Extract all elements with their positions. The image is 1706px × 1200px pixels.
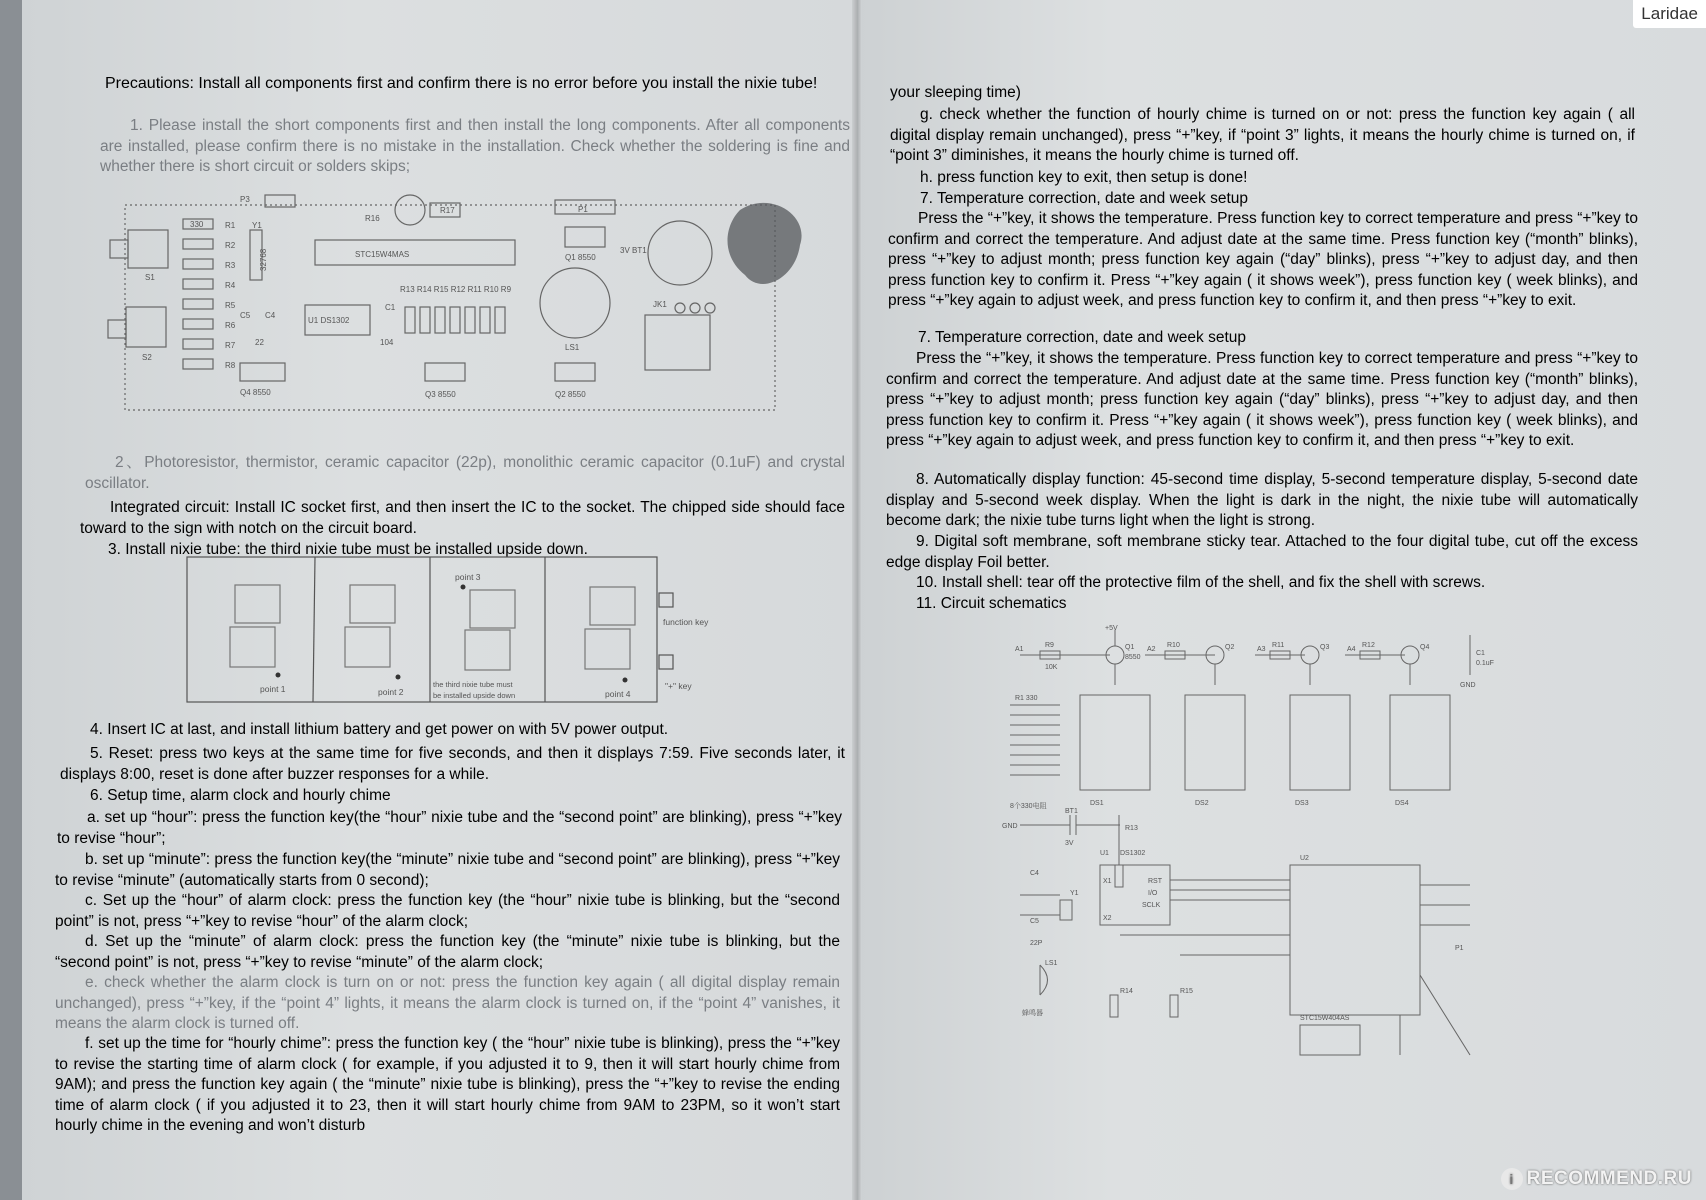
label-22p: 22P <box>1030 940 1043 947</box>
step-7-body: Press the “+”key, it shows the temperature. Press function key to correct temperature and press “+”key to confirm and correct the temperature. And adjust date at the same time. Press function key (“month” blinks), press “+”key to adjust month; press function key again (“day” blinks), press “+”key to adjust day, and then press function key to confirm it. Press “+”key again ( it shows week”), press function key ( week blinks), and press “+”key again to adjust week, and press function key to confirm it, and then press “+”key to exit. <box>888 210 1638 309</box>
step-1-text: 1. Please install the short components first and then install the long components. After all components are installed, please confirm there is no mistake in the installation. Check whether the soldering is fine and whether there is short circuit or solders skips; <box>100 117 850 175</box>
label-function-key: function key <box>663 617 709 627</box>
label-resistor-network: 8个330电阻 <box>1010 803 1047 810</box>
step-6d-text: d. Set up the “minute” of alarm clock: press the function key (the “minute” nixie tube is blinking, but the “second point” is not, press “+”key to revise “minute” of the alarm clock; <box>55 933 840 971</box>
label-q1: Q1 8550 <box>565 253 596 262</box>
label-buzzer: 蜂鸣器 <box>1022 1010 1043 1017</box>
step-5-text: 5. Reset: press two keys at the same time for five seconds, and then it displays 7:59. Five seconds later, it displays 8:00, reset is done after buzzer responses for a while. <box>60 745 845 783</box>
label-x2: X2 <box>1103 915 1112 922</box>
label-u2: U2 <box>1300 855 1309 862</box>
label-q1: Q1 <box>1125 644 1135 651</box>
label-gnd-bt: GND <box>1002 823 1018 830</box>
label-y1: Y1 <box>252 221 262 230</box>
label-r9: R9 <box>1045 642 1054 649</box>
label-r11: R11 <box>1272 642 1285 649</box>
label-10k: 10K <box>1045 664 1058 671</box>
step-4-text: 4. Insert IC at last, and install lithium battery and get power on with 5V power output. <box>90 721 669 738</box>
tube-2-digit <box>345 585 395 667</box>
tube-3-digit <box>465 590 515 670</box>
label-c5: C5 <box>240 311 251 320</box>
label-22: 22 <box>255 338 264 347</box>
label-point-1: point 1 <box>260 684 286 694</box>
label-third-note-1: the third nixie tube must <box>433 680 513 689</box>
step-2b-text: Integrated circuit: Install IC socket first, and then insert the IC to the socket. The chipped side should face toward to the sign with notch on the circuit board. <box>80 499 845 537</box>
label-r3: R3 <box>225 261 236 270</box>
step-7b-body: Press the “+”key, it shows the temperature. Press function key to correct temperature and press “+”key to confirm and correct the temperature. And adjust date at the same time. Press function key (“month” blinks), press “+”key to adjust month; press function key again (“day” blinks), press “+”key to adjust day, and then press function key to confirm it. Press “+”key again ( it shows week”), press function key ( week blinks), and press “+”key again to adjust week, and press function key to confirm it, and then press “+”key to exit. <box>886 350 1638 449</box>
label-ds3: DS3 <box>1295 800 1309 807</box>
label-r14: R14 <box>1120 988 1133 995</box>
label-mcu: STC15W4MAS <box>355 250 410 259</box>
step-6b-text: b. set up “minute”: press the function key(the “minute” nixie tube and “second point” are blinking), press “+”key to revise “minute” (automatically starts from 0 second); <box>55 851 840 889</box>
label-y1: Y1 <box>1070 890 1079 897</box>
label-r10: R10 <box>1167 642 1180 649</box>
label-jk1: JK1 <box>653 300 667 309</box>
label-r5: R5 <box>225 301 236 310</box>
label-a1: A1 <box>1015 646 1024 653</box>
label-sclk: SCLK <box>1142 902 1161 909</box>
label-r8: R8 <box>225 361 236 370</box>
precautions-text: Precautions: Install all components first and confirm there is no error before you install the nixie tube! <box>105 75 818 92</box>
label-c1: C1 <box>1476 650 1485 657</box>
label-io: I/O <box>1148 890 1158 897</box>
label-a3: A3 <box>1257 646 1266 653</box>
step-6a-text: a. set up “hour”: press the function key(the “hour” nixie tube and the “second point” are blinking), press “+”key to revise “hour”; <box>57 809 842 847</box>
plus-key-icon <box>659 655 673 669</box>
step-11-text: 11. Circuit schematics <box>916 595 1067 612</box>
label-c5: C5 <box>1030 918 1039 925</box>
site-watermark <box>1501 1168 1692 1190</box>
label-c4: C4 <box>1030 870 1039 877</box>
label-point-3: point 3 <box>455 572 481 582</box>
label-u1: U1 <box>1100 850 1109 857</box>
step-8-text: 8. Automatically display function: 45-second time display, 5-second temperature display, 5-second date display and 5-second week display. When the light is dark in the night, the nixie tube will automatically become dark; the nixie tube turns light when the light is strong. <box>886 471 1638 529</box>
label-r2: R2 <box>225 241 236 250</box>
label-q4: Q4 <box>1420 644 1430 651</box>
buzzer-icon <box>1040 965 1048 995</box>
pcb-layout-diagram <box>100 185 840 425</box>
label-resistor-row: R13 R14 R15 R12 R11 R10 R9 <box>400 285 512 294</box>
label-r15: R15 <box>1180 988 1193 995</box>
label-3v: 3V <box>1065 840 1074 847</box>
label-ds1: DS1 <box>1090 800 1104 807</box>
label-s2: S2 <box>142 353 152 362</box>
label-third-note-2: be installed upside down <box>433 691 516 700</box>
label-q3: Q3 <box>1320 644 1330 651</box>
label-r1: R1 <box>225 221 236 230</box>
label-a2: A2 <box>1147 646 1156 653</box>
label-330: 330 <box>190 220 204 229</box>
label-r12: R12 <box>1362 642 1375 649</box>
step-7-title: 7. Temperature correction, date and week setup <box>920 190 1248 207</box>
label-ls1: LS1 <box>1045 960 1058 967</box>
label-gnd-top: GND <box>1460 682 1476 689</box>
label-p1: P1 <box>578 205 588 214</box>
label-r6: R6 <box>225 321 236 330</box>
label-q3: Q3 8550 <box>425 390 456 399</box>
label-bt1: BT1 <box>1065 808 1078 815</box>
switch-s2-body <box>108 320 126 338</box>
mcu-u2 <box>1290 865 1420 1015</box>
tube-4-digit <box>585 587 635 669</box>
label-r7: R7 <box>225 341 236 350</box>
step-6g-text: g. check whether the function of hourly chime is turned on or not: press the function key again ( all digital display remain unchanged), press “+”key, if “point 3” lights, it means the hourly chime is turned on, if “point 3” diminishes, it means the hourly chime is turned off. <box>890 106 1635 164</box>
label-p1: P1 <box>1455 945 1464 952</box>
label-bt1: 3V BT1 <box>620 246 647 255</box>
circuit-schematic <box>1000 625 1500 1065</box>
recommend-logo-icon: i <box>1501 1168 1523 1190</box>
label-0-1uf: 0.1uF <box>1476 660 1494 667</box>
battery-clip-icon <box>728 203 802 284</box>
label-s1: S1 <box>145 273 155 282</box>
label-c4: C4 <box>265 311 276 320</box>
step-6e-text: e. check whether the alarm clock is turn on or not: press the function key again ( all digital display remain unchanged), press “+”key, if the “point 4” lights, it means the alarm clock is turned on, if the “point 4” vanishes, it means the alarm clock is turned off. <box>55 974 840 1032</box>
site-watermark-text: RECOMMEND.RU <box>1526 1168 1692 1189</box>
label-c1: C1 <box>385 303 396 312</box>
step-10-text: 10. Install shell: tear off the protective film of the shell, and fix the shell with screws. <box>916 574 1486 591</box>
label-mcu: STC15W404AS <box>1300 1015 1350 1022</box>
label-rst: RST <box>1148 878 1162 885</box>
step-7b-title: 7. Temperature correction, date and week setup <box>918 329 1246 346</box>
function-key-icon <box>659 593 673 607</box>
display-ds1 <box>1080 695 1150 790</box>
label-ds1302: DS1302 <box>1120 850 1146 857</box>
label-q2: Q2 8550 <box>555 390 586 399</box>
display-ds2 <box>1185 695 1245 790</box>
label-a4: A4 <box>1347 646 1356 653</box>
label-r13: R13 <box>1125 825 1138 832</box>
tube-1-digit <box>230 585 280 667</box>
step-9-text: 9. Digital soft membrane, soft membrane sticky tear. Attached to the four digital tube, cut off the excess edge display Foil better. <box>886 533 1638 571</box>
label-ds4: DS4 <box>1395 800 1409 807</box>
label-ls1: LS1 <box>565 343 580 352</box>
label-q2: Q2 <box>1225 644 1235 651</box>
display-ds3 <box>1290 695 1350 790</box>
label-r16: R16 <box>365 214 380 223</box>
step-3-text: 3. Install nixie tube: the third nixie tube must be installed upside down. <box>108 541 588 558</box>
step-6c-text: c. Set up the “hour” of alarm clock: press the function key (the “hour” nixie tube is blinking, but the “second point” is not, press “+”key to revise “hour” of the alarm clock; <box>55 892 840 930</box>
label-q4: Q4 8550 <box>240 388 271 397</box>
step-2a-text: 2、Photoresistor, thermistor, ceramic capacitor (22p), monolithic ceramic capacitor (0.1uF) and crystal oscillator. <box>85 454 845 492</box>
step-6h-text: h. press function key to exit, then setup is done! <box>920 169 1248 186</box>
display-ds4 <box>1390 695 1450 790</box>
label-32768: 32768 <box>259 248 268 271</box>
nixie-tube-diagram <box>185 555 725 715</box>
label-x1: X1 <box>1103 878 1112 885</box>
label-r17: R17 <box>440 206 455 215</box>
label-5v: +5V <box>1105 625 1118 632</box>
step-6-text: 6. Setup time, alarm clock and hourly chime <box>90 787 391 804</box>
mcu-socket <box>315 240 515 265</box>
label-point-2: point 2 <box>378 687 404 697</box>
label-r1-330: R1 330 <box>1015 695 1038 702</box>
label-8550: 8550 <box>1125 654 1141 661</box>
label-point-4: point 4 <box>605 689 631 699</box>
label-plus-key: "+" key <box>665 681 692 691</box>
label-r4: R4 <box>225 281 236 290</box>
battery-bt1 <box>648 221 712 285</box>
label-u1: U1 DS1302 <box>308 316 350 325</box>
step-6f-text: f. set up the time for “hourly chime”: press the function key ( the “hour” nixie tube is blinking), press the “+”key to revise the starting time of alarm clock ( for example, if you adjusted it to 9, then it will start hourly chime from 9AM); and press the function key again ( the “minute” nixie tube is blinking), press the “+”key to revise the ending time of alarm clock ( if you adjusted it to 23, then it will start hourly chime from 9AM to 23PM, so it won’t start hourly chime in the evening and won’t disturb <box>55 1035 840 1134</box>
label-ds2: DS2 <box>1195 800 1209 807</box>
page-fold <box>852 0 862 1200</box>
buzzer-ls1 <box>540 268 610 338</box>
source-badge: Laridae <box>1633 0 1706 28</box>
continuation-text: your sleeping time) <box>890 84 1021 101</box>
label-104: 104 <box>380 338 394 347</box>
label-p3: P3 <box>240 195 250 204</box>
